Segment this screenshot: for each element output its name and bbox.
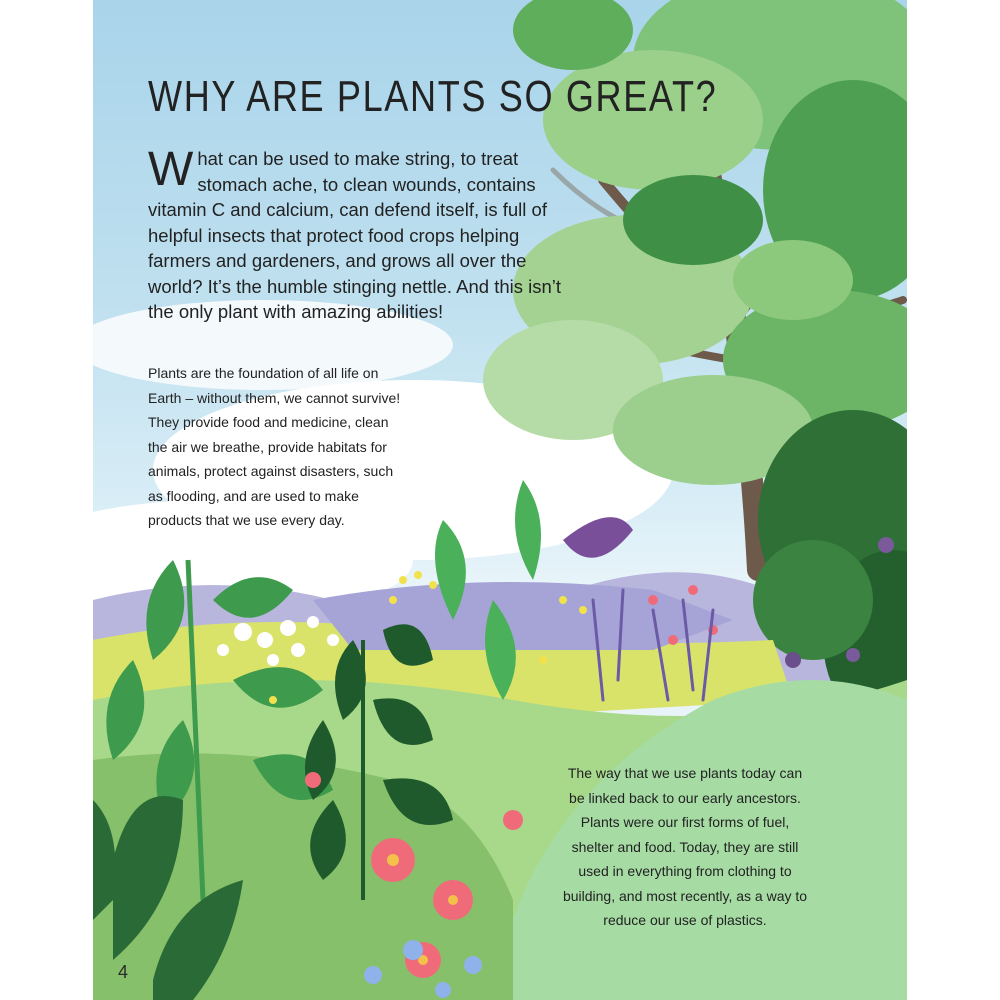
page-number: 4 (118, 962, 129, 982)
foundation-paragraph: Plants are the foundation of all life on Earth – without them, we cannot survive! They provide food and medicine, clean the air we breathe, provide habitats for animals, protect against disasters, such as flooding, and are used to make products that we use every day. (148, 365, 401, 528)
ancestors-paragraph: The way that we use plants today can be linked back to our early ancestors. Plants were our first forms of fuel, shelter and food. Today, they are still used in everything from clothing to building, and most recently, as a way to reduce our use of plastics. (562, 765, 808, 928)
page-title: WHY ARE PLANTS SO GREAT? (148, 72, 718, 121)
intro-text: hat can be used to make string, to treat stomach ache, to clean wounds, contains vitamin C and calcium, can defend itself, is full of helpful insects that protect food crops helping farmers and gardeners, and grows all over the world? It’s the humble stinging nettle. And this isn’t the only plant with amazing abilities! (148, 148, 562, 322)
book-page (93, 0, 907, 1000)
intro-paragraph (148, 143, 568, 325)
drop-cap: W (148, 143, 194, 196)
